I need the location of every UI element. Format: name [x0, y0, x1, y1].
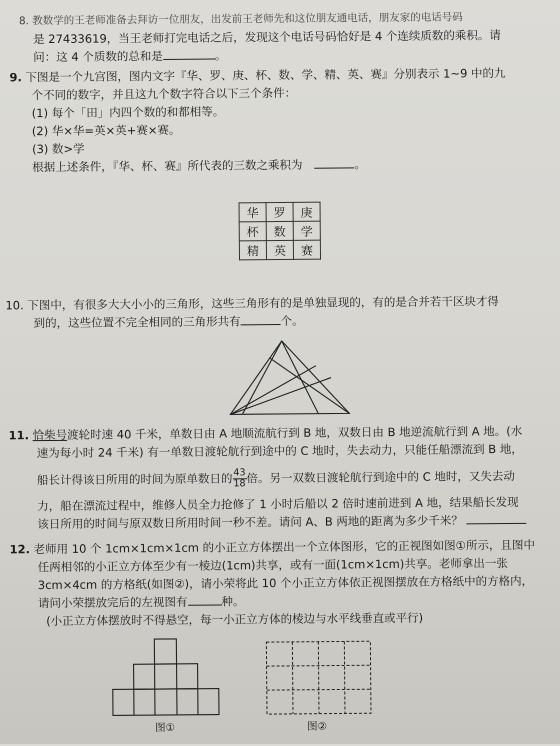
q12-number: 12. — [9, 542, 29, 556]
q12-line-4-end: 种。 — [221, 594, 244, 608]
q11-line-3-rest: 倍。另一双数日渡轮航行到途中的 C 地时，又失去动 — [246, 469, 514, 485]
grid-cell: 庚 — [293, 202, 320, 221]
q12-line-2: 任两相邻的小正立方体至少有一棱边(1cm)共享，或有一面(1cm×1cm)共享。老师拿出一张 — [10, 554, 536, 577]
nine-grid — [239, 202, 322, 261]
fraction-numerator: 43 — [232, 468, 246, 479]
q12-note: (小正立方体摆放时不得悬空，每一小正立方体的棱边与水平线垂直或平行) — [10, 608, 536, 631]
q8-line-2: 是 27433619，当王老师打完电话之后，发现这个电话号码恰好是 4 个连续质数的乘积。请 — [19, 26, 501, 48]
q9-condition-2: (2) 华×华=英×英+赛×赛。 — [10, 118, 506, 140]
q9-question: 根据上述条件，『华、杯、赛』所代表的三数之乘积为 — [32, 158, 302, 174]
q11-fraction — [232, 468, 246, 489]
q9-question-end: 。 — [354, 157, 366, 171]
grid-cell: 杯 — [239, 222, 266, 241]
grid-cell: 学 — [293, 221, 320, 240]
q8-line-3: 问：这 4 个质数的总和是 — [33, 49, 163, 64]
grid-cell: 精 — [239, 241, 266, 260]
q8-line-1: 8. 教数学的王老师准备去拜访一位朋友，出发前王老师先和这位朋友通电话，朋友家的电话号码 — [19, 8, 501, 30]
figure-2-grid-paper — [264, 639, 373, 716]
q8-answer-blank — [163, 49, 215, 60]
q12-line-4: 请问小荣摆放完后的左视图有 — [38, 595, 188, 610]
q10-line-2-end: 个。 — [280, 314, 303, 328]
question-12 — [9, 536, 535, 631]
q8-line-3-end: 。 — [215, 48, 227, 62]
q11-line-2: 速为每小时 24 千米) 有一单数日渡轮航行到途中的 C 地时，失去动力，只能任船漂流到 B 地， — [9, 440, 526, 463]
q11-line-4: 力，船在漂流过程中，维修人员全力抢修了 1 小时后船以 2 倍时速前进到 A 地，结果船长发现 — [9, 493, 526, 516]
grid-cell: 赛 — [293, 240, 320, 259]
q9-condition-1: (1) 每个「田」内四个数的和都相等。 — [10, 100, 506, 122]
q9-line-1: 下图是一个九宫图，图内文字『华、罗、庚、杯、数、学、精、英、赛』分别表示 1~9 中的九 — [25, 66, 505, 84]
q12-answer-blank — [187, 595, 221, 606]
q12-line-1: 老师用 10 个 1cm×1cm×1cm 的小正立方体摆出一个立体图形，它的正视图如图①所示，且图中 — [34, 538, 535, 556]
grid-cell: 罗 — [266, 202, 293, 221]
q11-line-3: 船长计得该日所用的时间为原单数日的 — [37, 471, 233, 487]
figure-1-front-view — [110, 637, 221, 718]
q11-ship-name: 恰柴号 — [33, 428, 68, 442]
grid-cell: 华 — [239, 203, 266, 222]
grid-cell: 英 — [266, 240, 293, 259]
q9-number: 9. — [9, 70, 21, 84]
figure-2-label: 图② — [307, 719, 327, 734]
question-8 — [19, 8, 501, 66]
q10-line-2: 到的，这些位置不完全相同的三角形共有 — [34, 314, 241, 330]
q11-number: 11. — [8, 428, 28, 442]
q12-line-3: 3cm×4cm 的方格纸(如图②)，请小荣将此 10 个小正立方体依正视图摆放在方格纸中的方格内， — [10, 572, 536, 595]
q11-answer-blank — [466, 513, 526, 525]
question-9 — [9, 64, 506, 176]
question-10 — [5, 292, 499, 332]
q9-line-2: 个不同的数字，并且这九个数字符合以下三个条件： — [9, 82, 505, 104]
question-11 — [8, 422, 526, 534]
grid-cell: 数 — [266, 221, 293, 240]
figure-1-label: 图① — [155, 720, 175, 735]
q10-line-1: 10. 下图中，有很多大大小小的三角形，这些三角形有的是单独显现的，有的是合并若干区块才得 — [5, 292, 499, 314]
q9-condition-3: (3) 数>学 — [10, 136, 506, 158]
q9-answer-blank — [314, 157, 354, 168]
triangle-figure — [228, 337, 353, 418]
q11-line-5: 该日所用的时间与原双数日所用时间一秒不差。请问 A、B 两地的距离为多少千米？ — [37, 513, 463, 531]
q10-answer-blank — [240, 314, 280, 325]
fraction-denominator: 18 — [232, 479, 246, 489]
q11-line-1: 渡轮时速 40 千米，单数日由 A 地顺流航行到 B 地，双数日由 B 地逆流航行到 A 地。(水 — [67, 424, 522, 442]
